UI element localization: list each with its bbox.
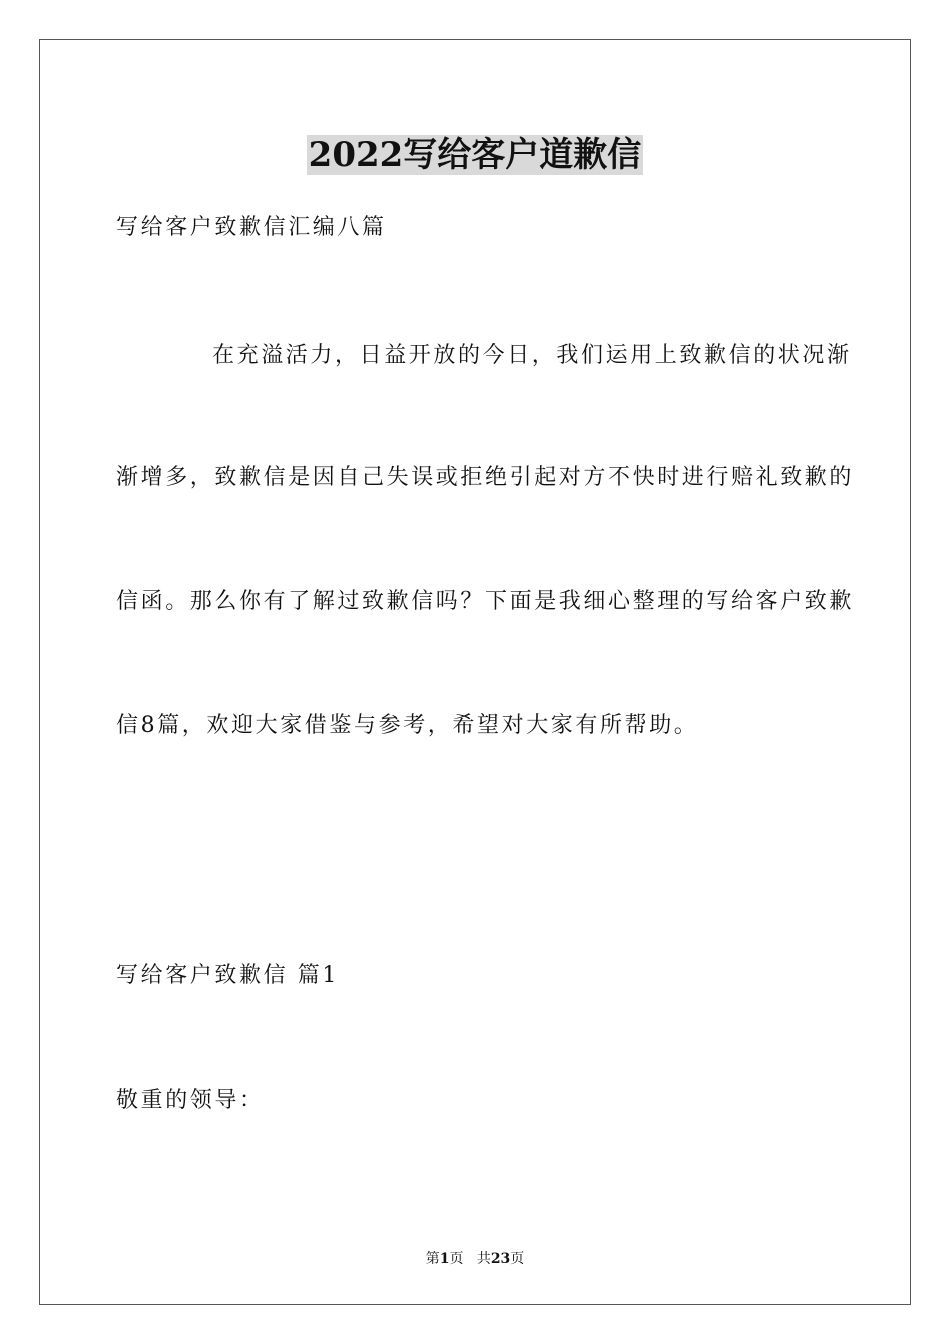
document-title: 2022写给客户道歉信 <box>308 135 642 175</box>
document-title-wrapper <box>0 127 950 176</box>
salutation: 敬重的领导： <box>116 1088 264 1113</box>
intro-line-3: 信函。那么你有了解过致歉信吗？下面是我细心整理的写给客户致歉 <box>116 589 855 614</box>
page-footer <box>0 1248 950 1268</box>
intro-line-4: 信8篇，欢迎大家借鉴与参考，希望对大家有所帮助。 <box>116 713 699 738</box>
document-subtitle: 写给客户致歉信汇编八篇 <box>116 215 387 240</box>
page-number: 1 <box>439 1251 450 1267</box>
total-pages: 23 <box>490 1251 511 1267</box>
page-label-suffix: 页 <box>449 1251 464 1267</box>
intro-line-2: 渐增多，致歉信是因自己失误或拒绝引起对方不快时进行赔礼致歉的 <box>116 465 855 490</box>
page-label-prefix: 第 <box>425 1251 440 1267</box>
section-heading: 写给客户致歉信 篇1 <box>116 963 339 988</box>
total-label-suffix: 页 <box>510 1251 525 1267</box>
intro-line-1: 在充溢活力，日益开放的今日，我们运用上致歉信的状况渐 <box>212 343 852 368</box>
total-label-prefix: 共 <box>476 1251 491 1267</box>
